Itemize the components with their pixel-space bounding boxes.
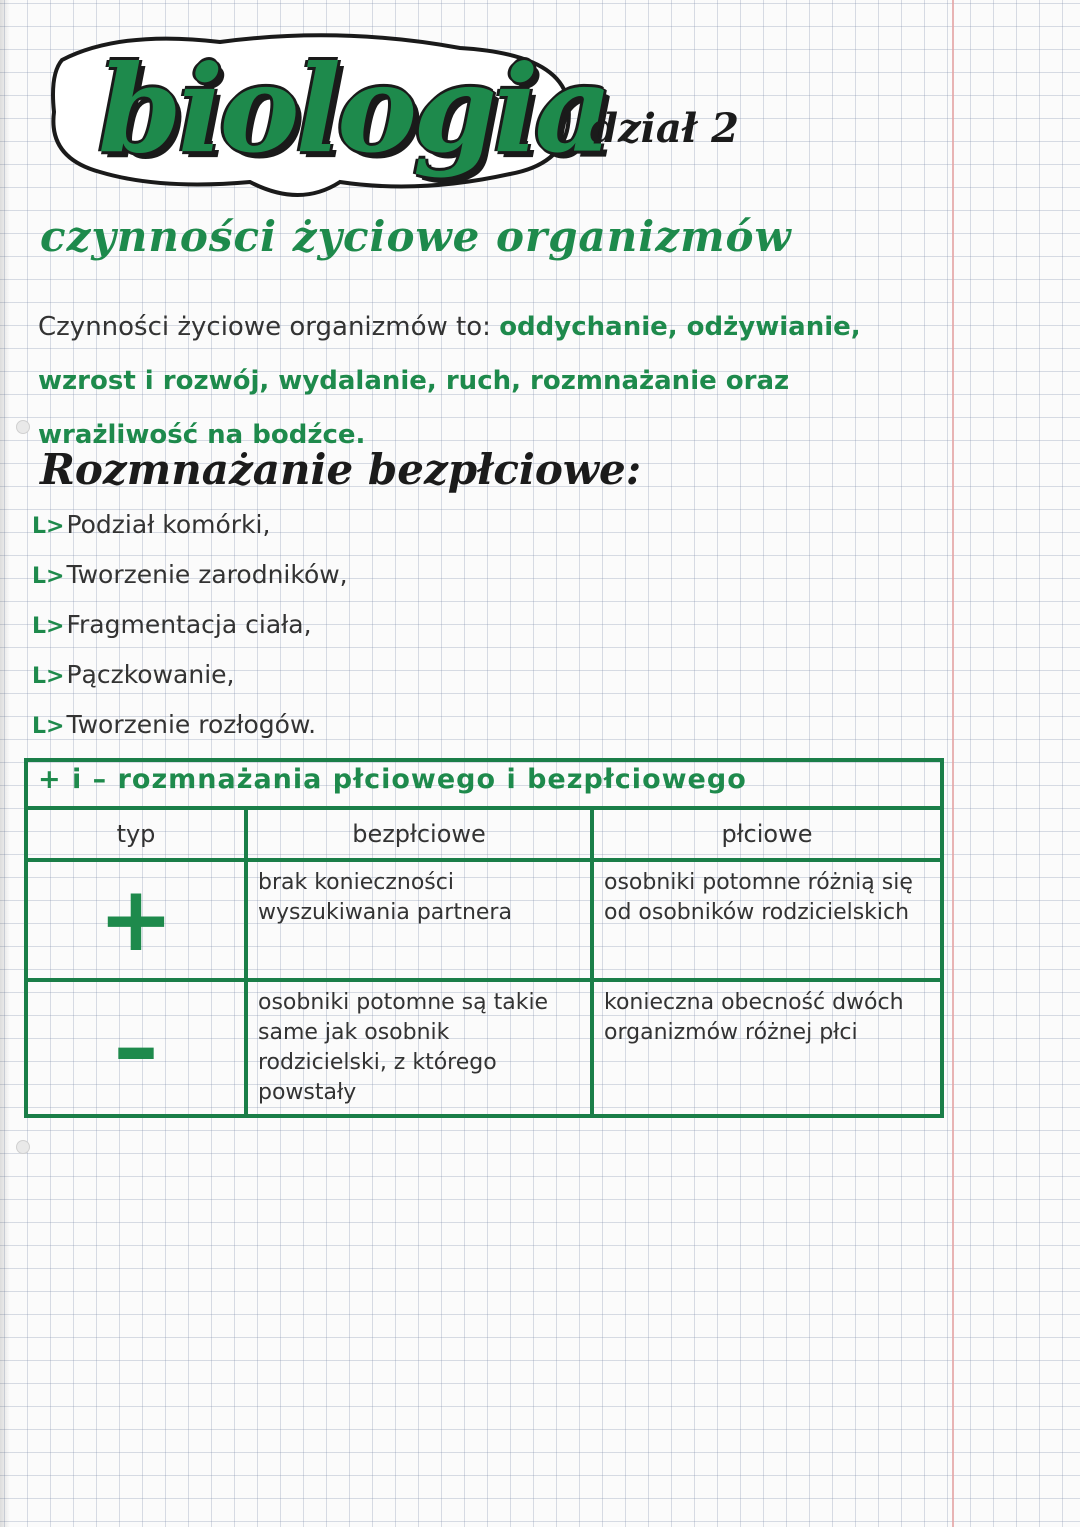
table-row [26,860,942,980]
intro-lead: Czynności życiowe organizmów to: [38,312,500,342]
arrow-icon: L> [32,714,65,739]
intro-items: oddychanie, odżywianie, wzrost i rozwój, wydalanie, ruch, rozmnażanie oraz wrażliwość na bodźce. [38,312,861,450]
page-edge-shadow [0,0,10,1527]
topic-subtitle: czynności życiowe organizmów [40,212,792,261]
table-header-row [26,808,942,860]
list-item: L>Tworzenie zarodników, [32,560,348,589]
table-cell: konieczna obecność dwóch organizmów różnej płci [592,980,942,1116]
header-sexual: płciowe [592,808,942,860]
binder-hole [16,1140,30,1154]
page-title: biologia [98,39,609,180]
list-item: L>Fragmentacja ciała, [32,610,312,639]
plus-sign: + [26,860,246,980]
arrow-icon: L> [32,514,65,539]
minus-sign: – [26,980,246,1116]
table-cell: osobniki potomne są takie same jak osobnik rodzicielski, z którego powstały [246,980,592,1116]
section-label: dział 2 [590,105,739,152]
list-item: L>Pączkowanie, [32,660,235,689]
arrow-icon: L> [32,614,65,639]
margin-line [952,0,954,1527]
header-asexual: bezpłciowe [246,808,592,860]
binder-hole [16,420,30,434]
arrow-icon: L> [32,664,65,689]
arrow-icon: L> [32,564,65,589]
table-cell: osobniki potomne różnią się od osobników rodzicielskich [592,860,942,980]
asexual-list [32,500,348,750]
list-item: L>Tworzenie rozłogów. [32,710,317,739]
comparison-table [24,758,944,1118]
title-block [40,22,609,207]
table-cell: brak konieczności wyszukiwania partnera [246,860,592,980]
table-caption: + i – rozmnażania płciowego i bezpłciowego [26,760,942,808]
table-row [26,980,942,1116]
asexual-heading: Rozmnażanie bezpłciowe: [40,445,642,494]
intro-paragraph [38,300,948,462]
list-item: L>Podział komórki, [32,510,271,539]
header-type: typ [26,808,246,860]
